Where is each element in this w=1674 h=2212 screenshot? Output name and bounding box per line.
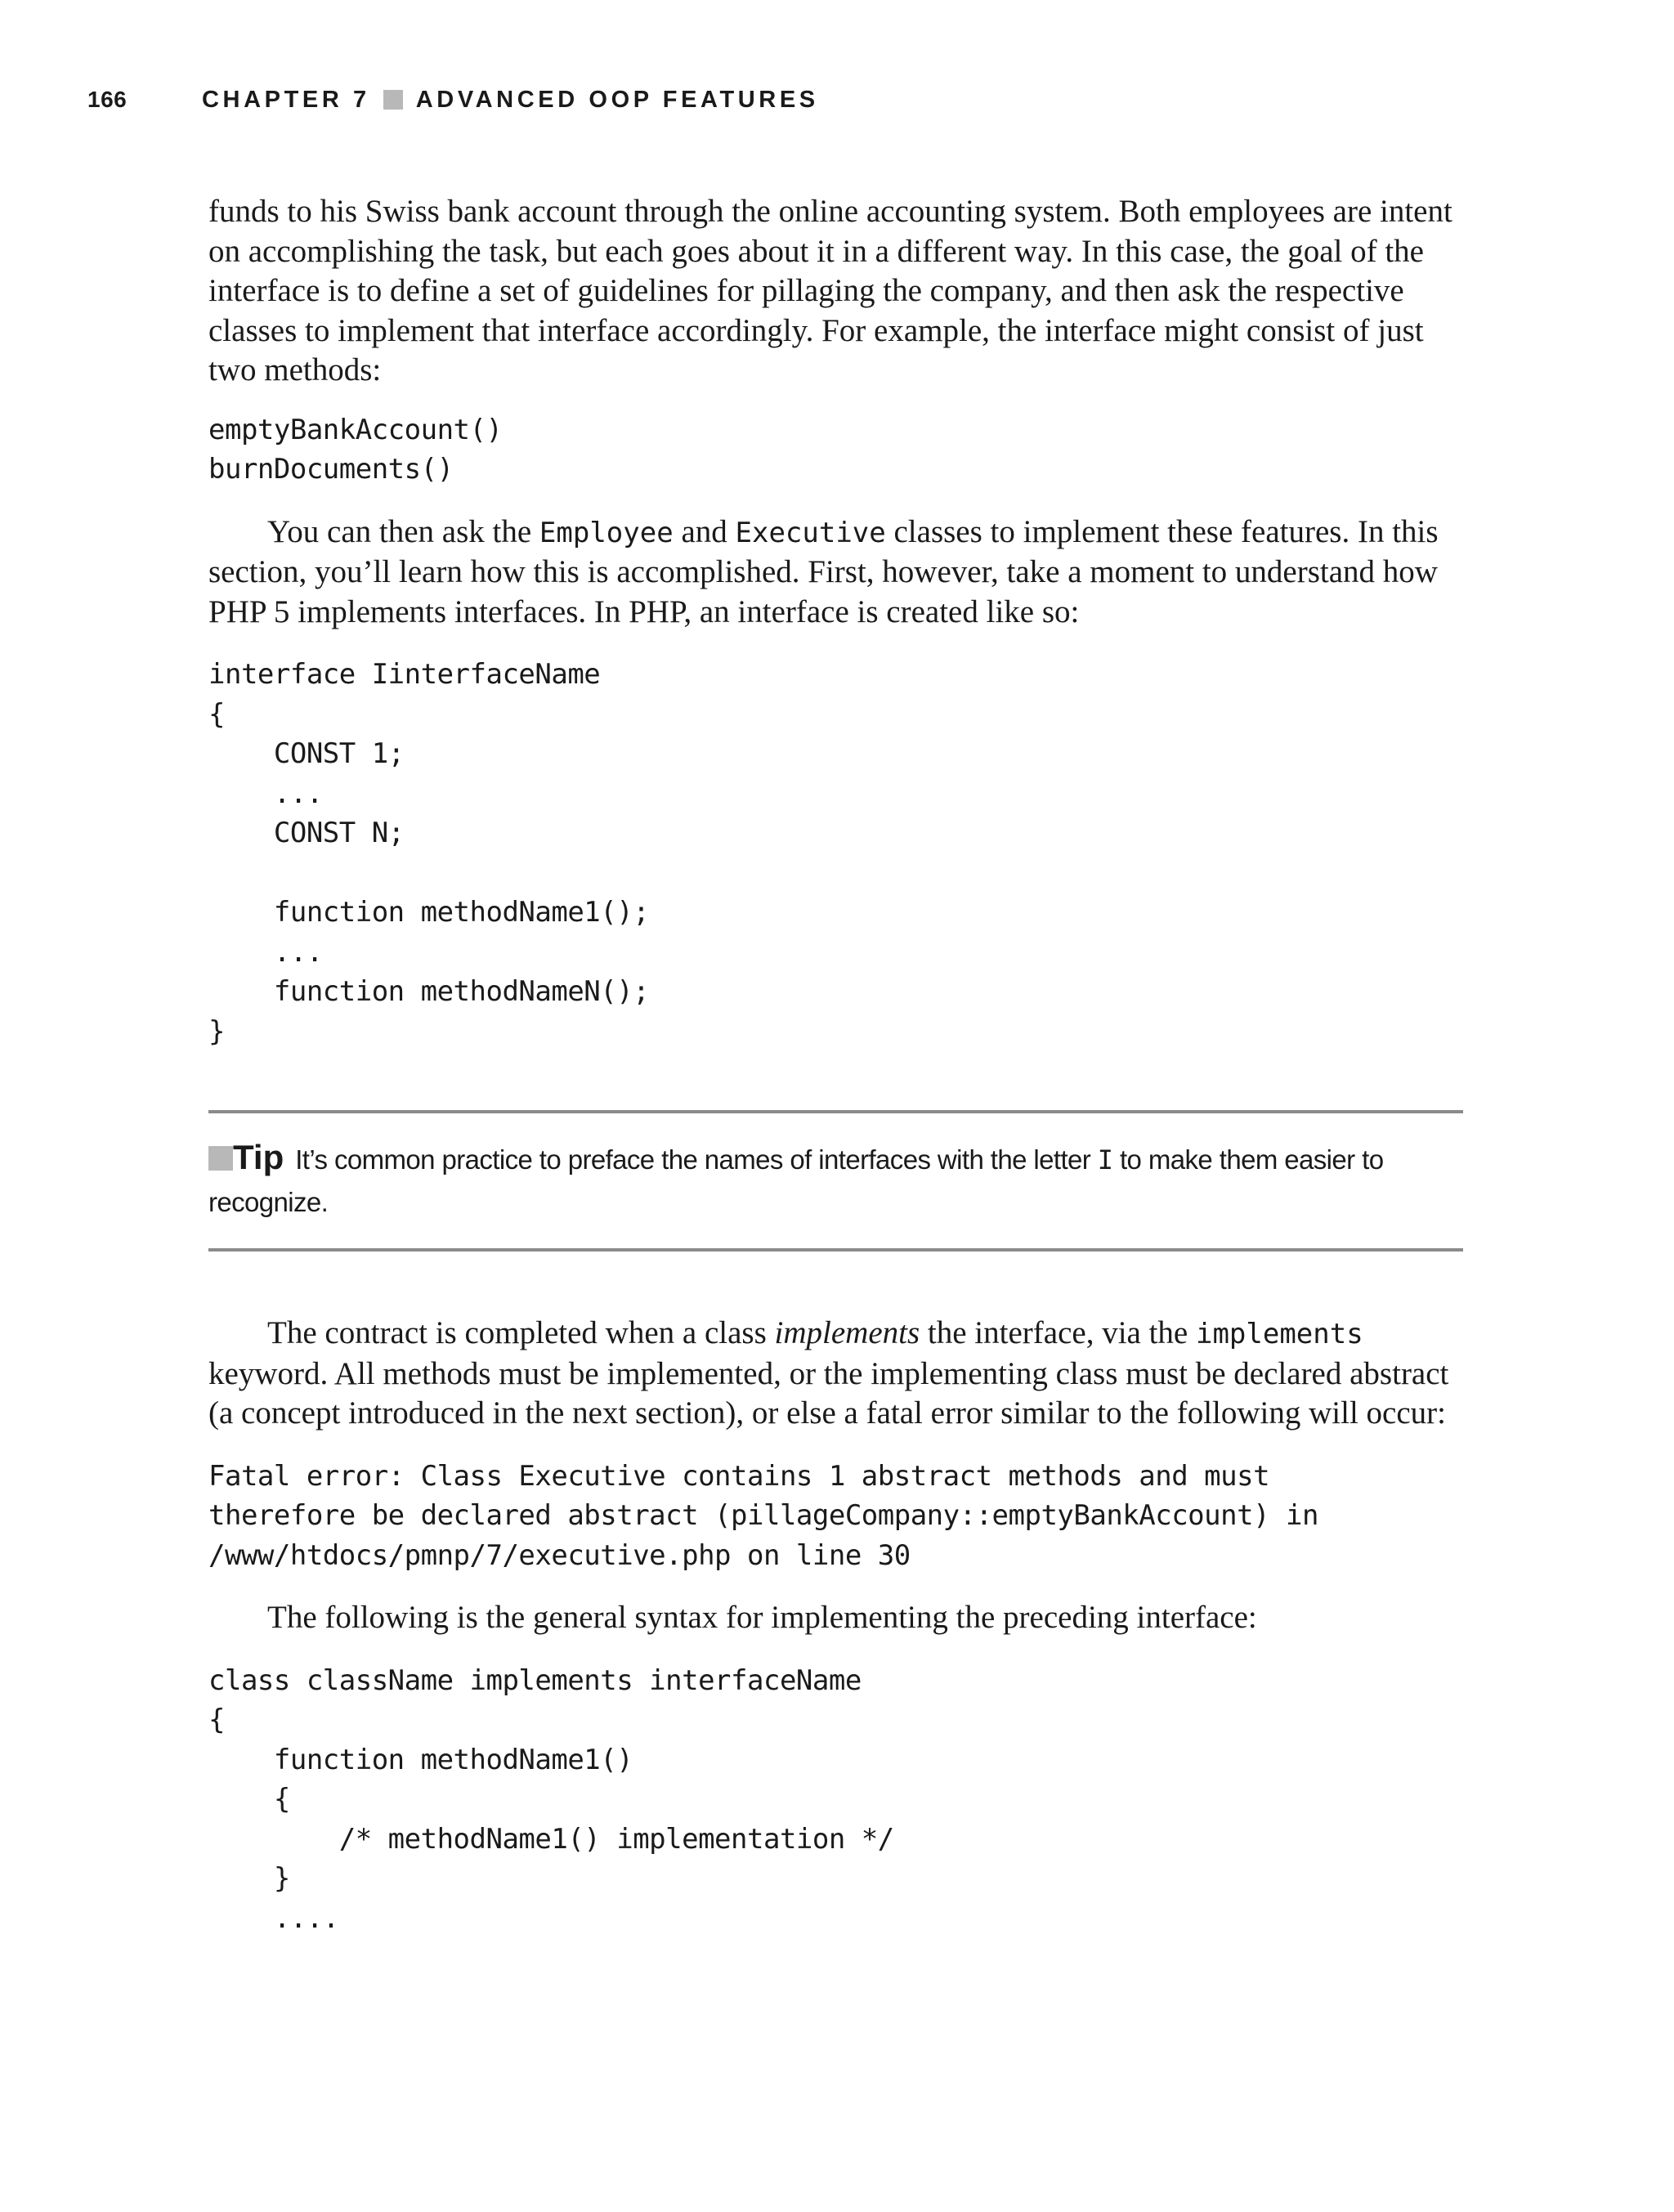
code-line: }	[208, 1014, 225, 1048]
text-run: keyword. All methods must be implemented, or the implementing class must be declared abstract (a concept introduced in the next section), or else a fatal error similar to the following will occur:	[208, 1355, 1449, 1431]
code-line	[208, 853, 1463, 893]
text-run: You can then ask the	[267, 513, 539, 549]
text-run: and	[673, 513, 736, 549]
text-run: the interface, via the	[920, 1315, 1196, 1350]
inline-code: I	[1097, 1144, 1113, 1175]
code-block-error	[208, 1457, 1463, 1576]
code-line: /* methodName1() implementation */	[208, 1822, 894, 1856]
code-line: ...	[208, 935, 323, 969]
paragraph-2	[208, 513, 1463, 633]
code-line: interface IinterfaceName	[208, 658, 601, 691]
code-line: function methodNameN();	[208, 975, 650, 1008]
code-line: ...	[208, 777, 323, 810]
code-line: therefore be declared abstract (pillageCompany::emptyBankAccount) in	[208, 1499, 1318, 1532]
code-line: }	[208, 1862, 290, 1895]
code-line: function methodName1()	[208, 1743, 633, 1776]
paragraph-3	[208, 1314, 1463, 1434]
paragraph-4: The following is the general syntax for implementing the preceding interface:	[267, 1600, 1257, 1635]
code-line: CONST 1;	[208, 737, 405, 770]
code-line: {	[208, 1704, 225, 1736]
tip-text: to make them easier to recognize.	[208, 1144, 1384, 1217]
inline-code: implements	[1195, 1318, 1363, 1350]
page-number: 166	[87, 87, 128, 112]
code-line: class className implements interfaceName	[208, 1663, 862, 1697]
square-bullet-icon	[383, 90, 403, 110]
tip-text: It’s common practice to preface the names of interfaces with the letter	[295, 1144, 1098, 1175]
running-header	[87, 82, 819, 118]
code-line: burnDocuments()	[208, 453, 454, 486]
emphasis: implements	[774, 1315, 920, 1350]
code-block-methods	[208, 410, 1463, 490]
tip-label: Tip	[233, 1138, 284, 1176]
chapter-title: ADVANCED OOP FEATURES	[415, 86, 819, 113]
square-bullet-icon	[208, 1146, 233, 1171]
code-line: Fatal error: Class Executive contains 1 abstract methods and must	[208, 1459, 1270, 1493]
code-line: {	[208, 697, 225, 731]
code-line: ....	[208, 1901, 339, 1935]
inline-code: Employee	[539, 516, 674, 549]
tip-box	[208, 1110, 1463, 1252]
paragraph-1: funds to his Swiss bank account through the online accounting system. Both employees are intent on accomplishing the task, but each goes about it in a different way. In this case, the goal of the interface is to define a set of guidelines for pillaging the company, and then ask the respective classes to implement that interface accordingly. For example, the interface might consist of just two methods:	[208, 194, 1452, 387]
page-body	[208, 192, 1463, 1938]
code-block-class	[208, 1661, 1463, 1939]
code-block-interface	[208, 655, 1463, 1051]
inline-code: Executive	[735, 516, 886, 549]
chapter-heading	[202, 87, 819, 114]
chapter-label: CHAPTER 7	[202, 86, 370, 113]
code-line: function methodName1();	[208, 896, 650, 929]
code-line: /www/htdocs/pmnp/7/executive.php on line 30	[208, 1538, 911, 1572]
code-line: CONST N;	[208, 817, 405, 849]
text-run: The contract is completed when a class	[267, 1315, 775, 1350]
code-line: {	[208, 1783, 290, 1816]
text-run: classes to implement these features. In this section, you’ll learn how this is accomplished. First, however, take a moment to understand how PHP 5 implements interfaces. In PHP, an interface is created like so:	[208, 513, 1439, 629]
code-line: emptyBankAccount()	[208, 413, 503, 446]
